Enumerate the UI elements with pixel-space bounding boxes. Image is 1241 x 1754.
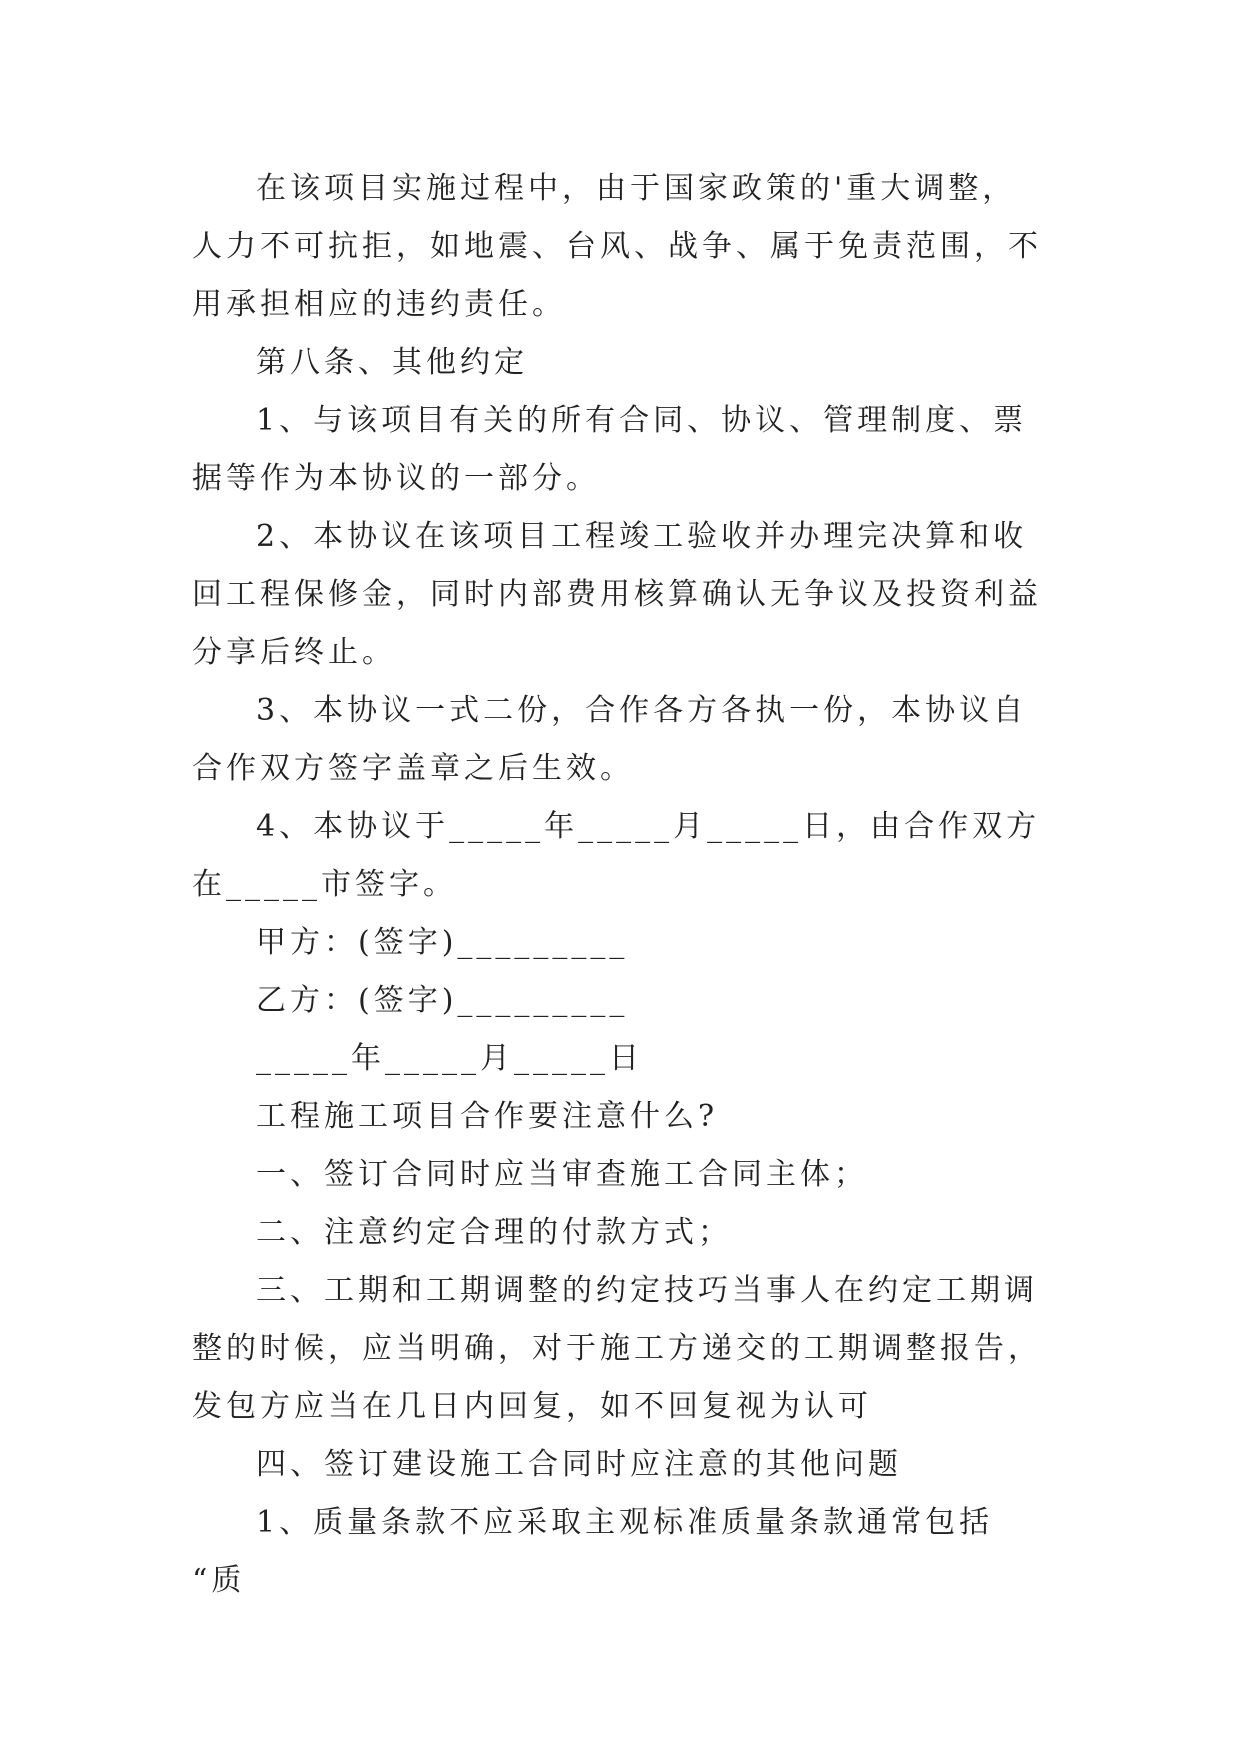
clause-3: 3、本协议一式二份，合作各方各执一份，本协议自合作双方签字盖章之后生效。 [192, 693, 1028, 786]
heading-article-eight: 第八条、其他约定 [256, 345, 528, 380]
note-1: 一、签订合同时应当审查施工合同主体； [256, 1157, 868, 1192]
clause-4: 4、本协议于_____年_____月_____日，由合作双方在_____市签字。 [192, 809, 1041, 902]
note-2: 二、注意约定合理的付款方式； [256, 1215, 732, 1250]
note-3: 三、工期和工期调整的约定技巧当事人在约定工期调整的时候，应当明确，对于施工方递交的工期调整报告，发包方应当在几日内回复，如不回复视为认可 [192, 1273, 1042, 1424]
paragraph-force-majeure: 在该项目实施过程中，由于国家政策的'重大调整，人力不可抗拒，如地震、台风、战争、属于免责范围，不用承担相应的违约责任。 [192, 171, 1042, 322]
clause-2: 2、本协议在该项目工程竣工验收并办理完决算和收回工程保修金，同时内部费用核算确认无争议及投资利益分享后终止。 [192, 519, 1042, 670]
party-b-signature-line: 乙方：(签字)_________ [256, 983, 629, 1018]
clause-1: 1、与该项目有关的所有合同、协议、管理制度、票据等作为本协议的一部分。 [192, 403, 1028, 496]
party-a-signature-line: 甲方：(签字)_________ [256, 925, 629, 960]
note-4: 四、签订建设施工合同时应注意的其他问题 [256, 1447, 902, 1482]
date-line: _____年_____月_____日 [256, 1041, 643, 1076]
quality-clause: 1、质量条款不应采取主观标准质量条款通常包括 “质 [192, 1505, 1007, 1598]
section-heading-notes: 工程施工项目合作要注意什么? [256, 1099, 719, 1134]
document-body [192, 160, 1048, 1610]
